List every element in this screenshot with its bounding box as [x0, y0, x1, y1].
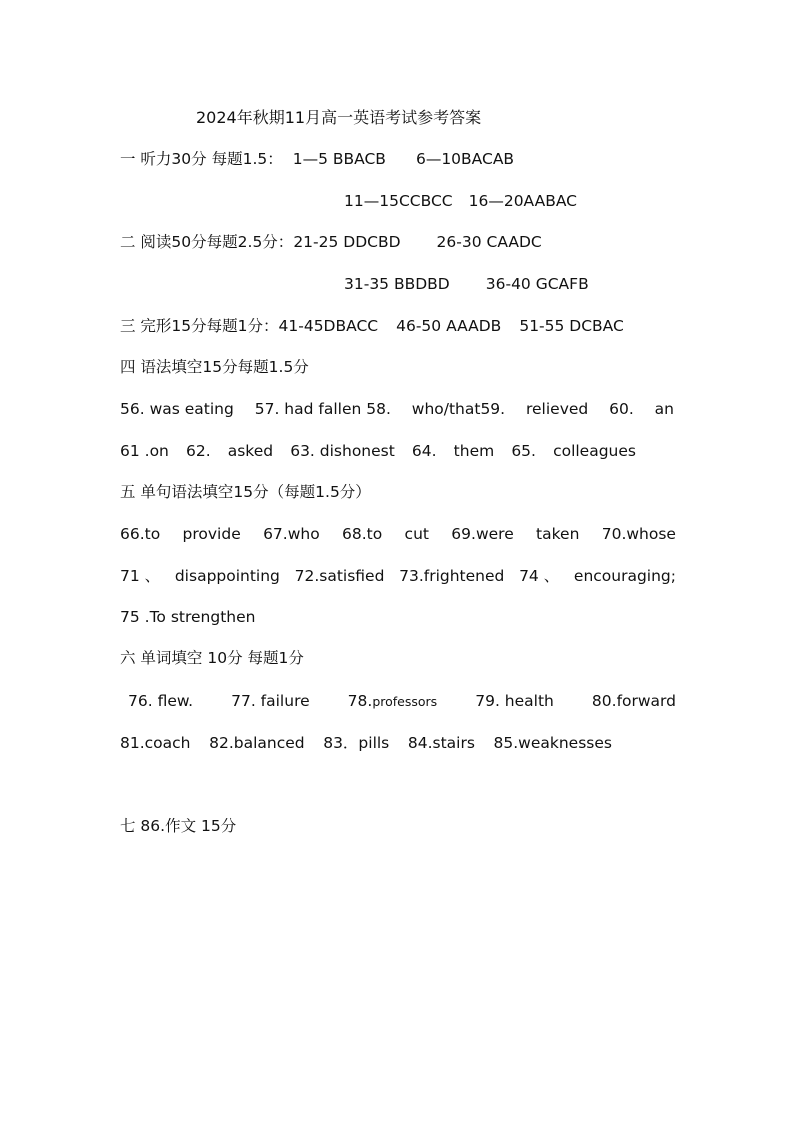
- section-grammar-fill-row1: [120, 397, 674, 421]
- section-sentence-grammar-row1: [120, 522, 676, 546]
- section-sentence-grammar-heading: 五 单句语法填空15分（每题1.5分）: [120, 483, 371, 501]
- answer-item: 66.to: [120, 525, 161, 543]
- answer-item: cut: [404, 525, 429, 543]
- answer-item: asked: [227, 442, 274, 460]
- answer-item: 82.balanced: [209, 734, 305, 752]
- answer-item: 80.forward: [591, 692, 676, 710]
- answer-item: 62.: [185, 442, 211, 460]
- section-word-fill-row2: [120, 731, 612, 755]
- answer-item: disappointing: [174, 567, 280, 585]
- page-title: 2024年秋期11月高一英语考试参考答案: [196, 108, 482, 127]
- answer-item: 63. dishonest: [290, 442, 395, 460]
- answer-item: 70.whose: [601, 525, 676, 543]
- answer-36-40: 36-40 GCAFB: [485, 275, 589, 293]
- answer-item: them: [453, 442, 495, 460]
- answer-item: 65.: [511, 442, 536, 460]
- answer-item: 77. failure: [231, 692, 310, 710]
- answer-item: 60.: [609, 400, 634, 418]
- answer-item: encouraging;: [573, 567, 676, 585]
- answer-item: 74 、: [519, 567, 560, 585]
- answer-item: taken: [536, 525, 580, 543]
- answer-26-30: 26-30 CAADC: [436, 233, 542, 251]
- answer-item: 76. flew.: [128, 692, 194, 710]
- answer-item: 81.coach: [120, 734, 191, 752]
- answer-46-50: 46-50 AAADB: [396, 317, 502, 335]
- section-writing-heading: 七 86.作文 15分: [120, 817, 237, 835]
- answer-11-15: 11—15CCBCC: [344, 192, 453, 210]
- section-word-fill-row1: [128, 689, 676, 714]
- answer-6-10: 6—10BACAB: [415, 150, 515, 168]
- answer-item: 73.frightened: [399, 567, 505, 585]
- section-grammar-fill-row2: [120, 439, 636, 463]
- answer-item: 71 、: [120, 567, 161, 585]
- answer-51-55: 51-55 DCBAC: [519, 317, 624, 335]
- answer-item: 64.: [411, 442, 437, 460]
- section-listening-heading: 一 听力30分 每题1.5：: [120, 150, 283, 168]
- section-reading: [120, 230, 676, 254]
- answer-item: 72.satisfied: [294, 567, 385, 585]
- answer-item: provide: [182, 525, 241, 543]
- answer-16-20: 16—20AABAC: [468, 192, 577, 210]
- answer-item: who/that59.: [411, 400, 506, 418]
- section-cloze-heading: 三 完形15分每题1分：: [120, 317, 279, 335]
- answer-item: 83．pills: [323, 734, 390, 752]
- answer-item: relieved: [525, 400, 589, 418]
- answer-1-5: 1—5 BBACB: [292, 150, 386, 168]
- answer-item: colleagues: [553, 442, 636, 460]
- answer-item: 57. had fallen 58.: [254, 400, 391, 418]
- answer-item: 78.professors: [347, 692, 438, 710]
- answer-item: an: [654, 400, 674, 418]
- answer-41-45: 41-45DBACC: [278, 317, 379, 335]
- section-reading-heading: 二 阅读50分每题2.5分：: [120, 233, 294, 251]
- answer-item: 84.stairs: [407, 734, 475, 752]
- answer-item: 69.were: [451, 525, 514, 543]
- section-grammar-fill-heading: 四 语法填空15分每题1.5分: [120, 358, 309, 376]
- answer-item: 67.who: [263, 525, 320, 543]
- section-reading-cont: [344, 272, 589, 296]
- answer-item: 56. was eating: [120, 400, 234, 418]
- answer-item: 61 .on: [120, 442, 169, 460]
- answer-item: 85.weaknesses: [493, 734, 612, 752]
- section-sentence-grammar-row2: [120, 564, 676, 588]
- section-listening: [120, 147, 676, 171]
- answer-item: 79. health: [475, 692, 554, 710]
- answer-31-35: 31-35 BBDBD: [344, 275, 450, 293]
- section-sentence-grammar-row3: 75 .To strengthen: [120, 608, 256, 626]
- answer-item: 68.to: [342, 525, 383, 543]
- answer-21-25: 21-25 DDCBD: [293, 233, 401, 251]
- section-listening-cont: [344, 189, 577, 213]
- section-word-fill-heading: 六 单词填空 10分 每题1分: [120, 649, 304, 667]
- section-cloze: [120, 314, 680, 338]
